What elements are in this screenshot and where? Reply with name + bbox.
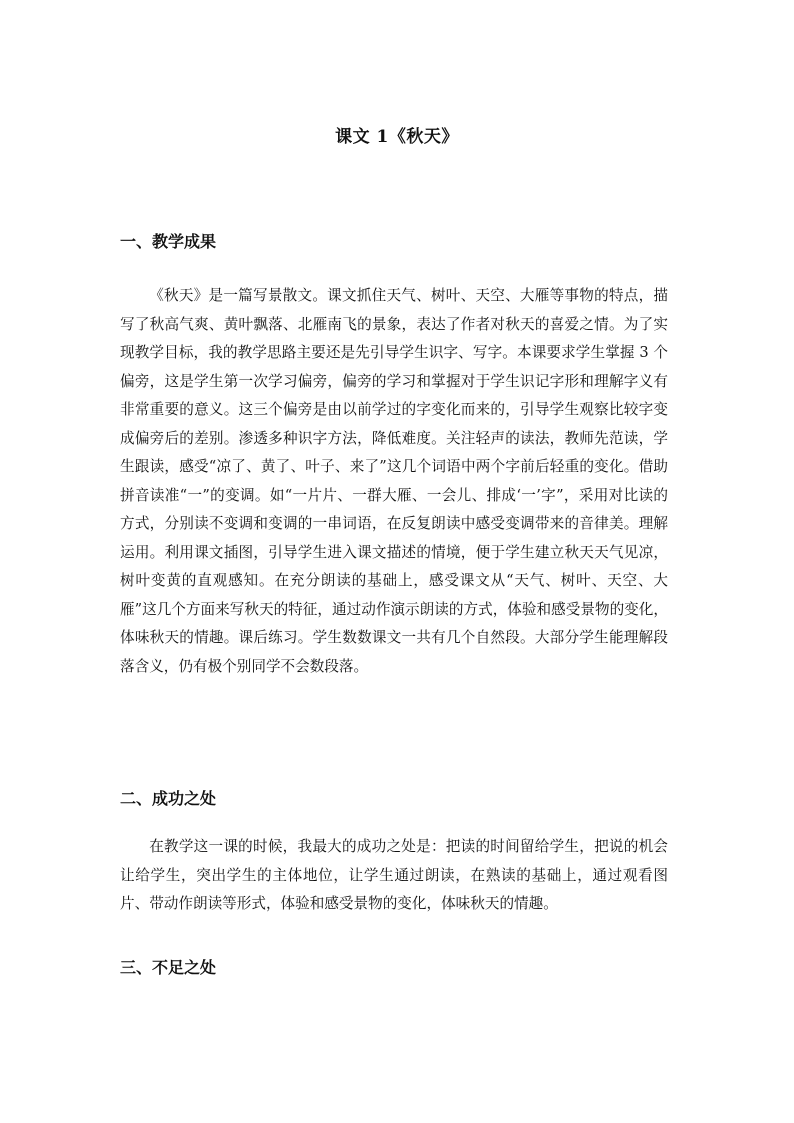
section-heading-shortcomings: 三、不足之处 bbox=[120, 958, 217, 977]
document-title: 课文 1《秋天》 bbox=[335, 127, 459, 147]
section-paragraph-successes: 在教学这一课的时候，我最大的成功之处是：把读的时间留给学生，把说的机会让给学生，突出学生的主体地位，让学生通过朗读，在熟读的基础上，通过观看图片、带动作朗读等形式，体验和感受景物的变化，体味秋天的情趣。 bbox=[120, 838, 668, 912]
section-heading-successes: 二、成功之处 bbox=[120, 789, 217, 808]
section-paragraph-teaching-results: 《秋天》是一篇写景散文。课文抓住天气、树叶、天空、大雁等事物的特点，描写了秋高气爽、黄叶飘落、北雁南飞的景象，表达了作者对秋天的喜爱之情。为了实现教学目标，我的教学思路主要还是先引导学生识字、写字。本课要求学生掌握 3 个偏旁，这是学生第一次学习偏旁，偏旁的学习和掌握对于学生识记字形和理解字义有非常重要的意义。这三个偏旁是由以前学过的字变化而来的，引导学生观察比较字变成偏旁后的差别。渗透多种识字方法，降低难度。关注轻声的读法，教师先范读，学生跟读，感受“凉了、黄了、叶子、来了”这几个词语中两个字前后轻重的变化。借助拼音读准“一”的变调。如“一片片、一群大雁、一会儿、排成‘一’字”，采用对比读的方式，分别读不变调和变调的一串词语，在反复朗读中感受变调带来的音律美。理解运用。利用课文插图，引导学生进入课文描述的情境，便于学生建立秋天天气见凉，树叶变黄的直观感知。在充分朗读的基础上，感受课文从“天气、树叶、天空、大雁”这几个方面来写秋天的特征，通过动作演示朗读的方式，体验和感受景物的变化，体味秋天的情趣。课后练习。学生数数课文一共有几个自然段。大部分学生能理解段落含义，仍有极个别同学不会数段落。 bbox=[120, 287, 668, 675]
section-heading-teaching-results: 一、教学成果 bbox=[120, 232, 217, 251]
